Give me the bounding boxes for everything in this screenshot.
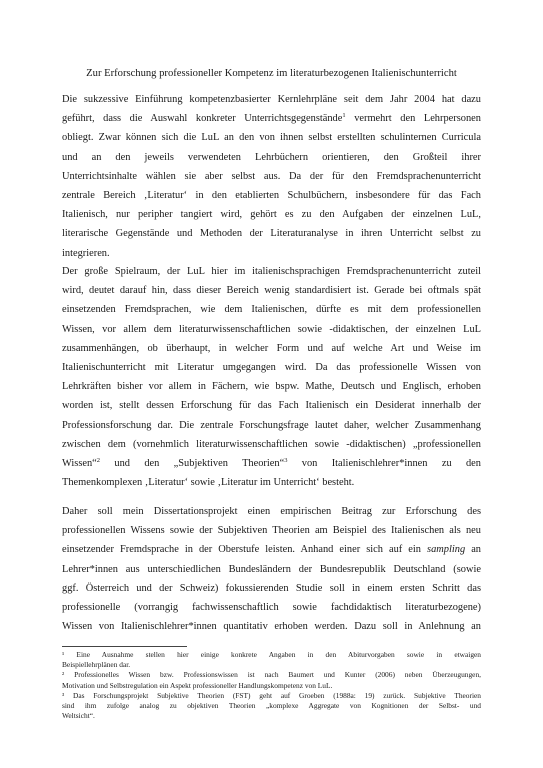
text-line: worden ist, stellt dessen Erforschung für das Fach Italienisch ein Desiderat innerhalb der <box>62 400 481 412</box>
text-line: professionellen Wissens sowie der Subjektiven Theorien am Beispiel des Italienischen als neu <box>62 525 481 537</box>
text-line: zusammenhängen, ob überhaupt, in welcher Form und auf welche Art und Weise im <box>62 342 481 354</box>
text-line: einsetzenden Fremdsprachen, wie dem Italienischen, dürfte es mit dem professionellen <box>62 304 481 316</box>
text-line: obliegt. Zwar können sich die LuL an den von ihnen selbst erstellten schulinternen Curricula <box>62 132 481 144</box>
paragraph-3 <box>62 502 481 636</box>
text-line: ggf. Österreich und der Schweiz) fokussierenden Studie soll in einem ersten Schritt das <box>62 582 481 594</box>
footnote-line: Beispiellehrplänen dar. <box>62 660 131 670</box>
text-line: literarische Gegenstände und Methoden der Literaturanalyse in ihren Unterricht selbst zu <box>62 228 481 240</box>
text-line: Italienischunterricht mit Literatur umgegangen wird. Da das professionelle Wissen von <box>62 361 481 373</box>
text-line: professionelle (vorrangig fachwissenschaftlich sowie fachdidaktisch literaturbezogene) <box>62 601 481 613</box>
footnote-line: Motivation und Selbstregulation ein Aspekt professioneller Handlungskompetenz von LuL. <box>62 680 333 690</box>
footnote-line: ³ Das Forschungsprojekt Subjektive Theorien (FST) geht auf Groeben (1988a: 19) zurück. Subjektive Theorien <box>62 690 481 700</box>
text-line: Themenkomplexen ‚Literatur‘ sowie ‚Literatur im Unterricht‘ besteht. <box>62 477 355 489</box>
text-line: Wissen“$^2$ und den „Subjektiven Theorien“$^3$ von Italienischlehrer*innen zu den <box>62 456 481 469</box>
paragraph-2 <box>62 262 481 492</box>
text-line: Italienisch, nur peripher tangiert wird, gehört es zu den Aufgaben der einzelnen LuL, <box>62 209 481 221</box>
footnote-line: sind ihm zufolge analog zu objektiven Theorien „komplexe Aggregate von Kognitionen der Selbst- und <box>62 700 481 710</box>
footnote-line: Weltsicht“. <box>62 711 95 721</box>
text-line: und an den jeweils verwendeten Lehrbüchern orientieren, den Großteil ihrer <box>62 151 481 163</box>
text-line: geführt, dass die Auswahl konkreter Unterrichtsgegenstände$^1$ vermehrt den Lehrpersonen <box>62 112 481 125</box>
text-line: Der große Spielraum, der LuL hier im italienischsprachigen Fremdsprachenunterricht zuteil <box>62 266 481 277</box>
text-line: Daher soll mein Dissertationsprojekt einen empirischen Beitrag zur Erforschung des <box>62 506 481 517</box>
text-line: Wissen von Italienischlehrer*innen quantitativ erhoben werden. Dazu soll in Anlehnung an <box>62 621 481 633</box>
footnote-ref[interactable]: 2 <box>96 456 101 464</box>
footnote-ref[interactable]: 1 <box>342 112 346 120</box>
footnote-separator <box>62 646 187 647</box>
text-line: wird, deutet darauf hin, dass dieser Bereich wenig standardisiert ist. Gerade bei oftmals spät <box>62 285 481 297</box>
text-line: Lehrer*innen aus unterschiedlichen Bundesländern der Bundesrepublik Deutschland (sowie <box>62 563 481 575</box>
text-line: Die sukzessive Einführung kompetenzbasierter Kernlehrpläne seit dem Jahr 2004 hat dazu <box>62 94 481 105</box>
text-line: integrieren. <box>62 247 110 259</box>
text-line: Wissen, vor allem dem literaturwissenschaftlichen sowie -didaktischen, der einzelnen LuL <box>62 323 481 335</box>
footnotes <box>62 650 481 721</box>
text-line: zentrale Bereich ‚Literatur‘ in den etablierten Schulbüchern, insbesondere für das Fach <box>62 189 481 201</box>
page-title: Zur Erforschung professioneller Kompetenz im literaturbezogenen Italienischunterricht <box>86 68 457 79</box>
footnote-ref[interactable]: 3 <box>284 456 288 464</box>
text-line: Lehrkräften bisher vor allem in Fächern, wie bspw. Mathe, Deutsch und Englisch, erhoben <box>62 381 481 393</box>
italic-term: sampling <box>427 544 466 556</box>
text-line: einsetzender Fremdsprache in der Oberstufe leisten. Anhand einer sich auf ein sampling an <box>62 544 482 556</box>
paragraph-1 <box>62 90 481 263</box>
text-line: Unterrichtsinhalte wählen sie aber selbst aus. Da der für den Fremdsprachenunterricht <box>62 170 481 182</box>
footnote-line: ¹ Eine Ausnahme stellen hier einige konkrete Angaben in den Abiturvorgaben sowie in etwaigen <box>62 650 481 659</box>
footnote-line: ² Professionelles Wissen bzw. Professionswissen ist nach Baumert und Kunter (2006) neben Überzeugungen, <box>62 670 481 680</box>
text-line: zwischen dem (vornehmlich literaturwissenschaftlichen sowie -didaktischen) „professionellen <box>62 438 481 450</box>
text-line: Professionsforschung dar. Die zentrale Forschungsfrage lautet daher, welcher Zusammenhang <box>62 419 481 431</box>
